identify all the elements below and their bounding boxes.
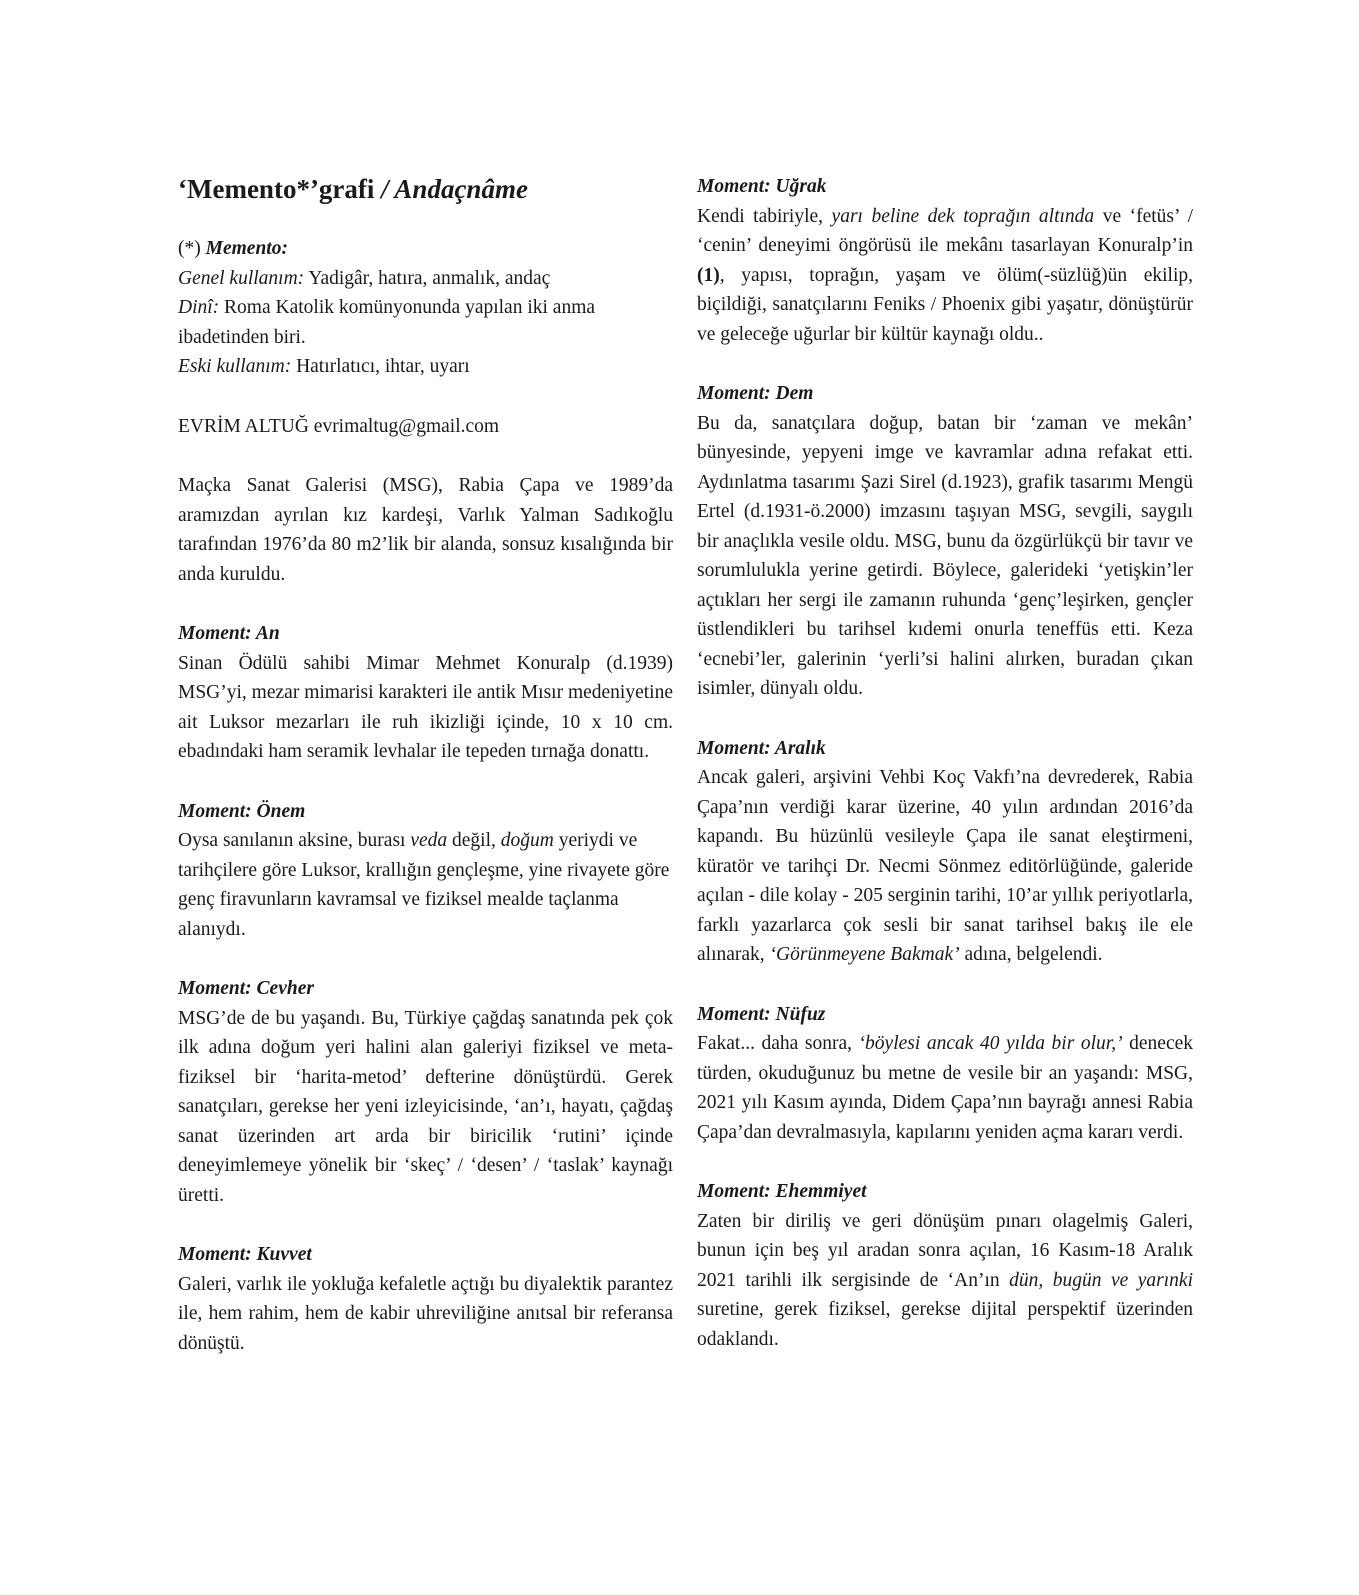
section-nufuz [697, 1000, 1193, 1148]
definition-religious [178, 293, 673, 352]
left-column [178, 172, 673, 1358]
section-heading: Moment: Ehemmiyet [697, 1181, 867, 1202]
page-title [178, 172, 673, 206]
definition-old-label: Eski kullanım: [178, 356, 292, 377]
right-column [697, 172, 1193, 1354]
text-run: adına, belgelendi. [959, 944, 1103, 965]
italic-run: veda [410, 830, 448, 851]
section-heading: Moment: Dem [697, 383, 814, 404]
title-separator: / [374, 174, 395, 204]
section-body [697, 1207, 1193, 1355]
section-heading: Moment: Kuvvet [178, 1244, 312, 1265]
definition-heading [178, 234, 673, 264]
italic-run: doğum [500, 830, 554, 851]
definition-general [178, 264, 673, 294]
footnote-ref: (1) [697, 264, 720, 286]
title-main: ‘Memento*’grafi [178, 174, 375, 204]
text-run: , yapısı, toprağın, yaşam ve ölüm(-süzlüğ)ün ekilip, biçildiği, sanatçılarını Feniks / Phoenix gibi yaşatır, dönüştürür ve geleceğe uğurlar bir kültür kaynağı oldu.. [697, 264, 1193, 345]
intro-paragraph: Maçka Sanat Galerisi (MSG), Rabia Çapa ve 1989’da aramızdan ayrılan kız kardeşi, Varlık Yalman Sadıkoğlu tarafından 1976’da 80 m2’lik bir alanda, sonsuz kısalığında bir anda kuruldu. [178, 475, 673, 585]
section-body [697, 763, 1193, 970]
definition-old [178, 352, 673, 382]
text-run: değil, [447, 830, 501, 851]
section-body: Bu da, sanatçılara doğup, batan bir ‘zaman ve mekân’ bünyesinde, yepyeni imge ve kavramlar adına refakat etti. Aydınlatma tasarımı Şazi Sirel (d.1923), grafik tasarımı Mengü Ertel (d.1931-ö.2000) imzasını taşıyan MSG, sevgili, saygılı bir anaçlıkla vesile oldu. MSG, bunu da özgürlükçü bir tavır ve sorumlulukla yerine getirdi. Böylece, galerideki ‘yetişkin’ler açtıkları her sergi ile zamanın ruhunda ‘genç’leşirken, gençler üstlendikleri bu tarihsel kıdemi onurla teneffüs etti. Keza ‘ecnebi’ler, galerinin ‘yerli’si halini alırken, buradan çıkan isimler, dünyalı oldu. [697, 412, 1193, 699]
text-run: Ancak galeri, arşivini Vehbi Koç Vakfı’na devrederek, Rabia Çapa’nın verdiği karar üzerine, 40 yılın ardından 2016’da kapandı. Bu hüzünlü vesileyle Çapa ile sanat eleştirmeni, küratör ve tarihçi Dr. Necmi Sönmez editörlüğünde, galeride açılan - dile kolay - 205 serginin tarihi, 10’ar yıllık periyotlarla, farklı yazarlarca çok sesli bir sanat tarihsel bakış ile ele alınarak, [697, 767, 1193, 965]
section-body: Sinan Ödülü sahibi Mimar Mehmet Konuralp (d.1939) MSG’yi, mezar mimarisi karakteri ile antik Mısır medeniyetine ait Luksor mezarları ile ruh ikizliği içinde, 10 x 10 cm. ebadındaki ham seramik levhalar ile tepeden tırnağa donattı. [178, 652, 673, 762]
text-run: Kendi tabiriyle, [697, 205, 832, 227]
definition-old-text: Hatırlatıcı, ihtar, uyarı [291, 356, 470, 377]
text-run: yeriydi ve tarihçilere göre Luksor, krallığın gençleşme, yine rivayete göre genç firavunların kavramsal ve fiziksel mealde taçlanma alanıydı. [178, 830, 670, 940]
italic-run: dün, bugün ve yarınki [1009, 1269, 1193, 1291]
section-body: Galeri, varlık ile yokluğa kefaletle açtığı bu diyalektik parantez ile, hem rahim, hem de kabir uhreviliğine anıtsal bir referansa dönüştü. [178, 1273, 673, 1354]
section-body: MSG’de de bu yaşandı. Bu, Türkiye çağdaş sanatında pek çok ilk adına doğum yeri halini alan galeriyi fiziksel ve meta-fiziksel bir ‘harita-metod’ defterine dönüştürdü. Gerek sanatçıları, gerekse her yeni izleyicisinde, ‘an’ı, hayatı, çağdaş sanat üzerinden art arda bir biricilik ‘rutini’ içinde deneyimlemeye yönelik bir ‘skeç’ / ‘desen’ / ‘taslak’ kaynağı üretti. [178, 1007, 673, 1206]
section-heading: Moment: Uğrak [697, 176, 827, 197]
text-run: Oysa sanılanın aksine, burası [178, 830, 411, 851]
section-heading: Moment: Aralık [697, 737, 826, 759]
section-body [697, 202, 1193, 350]
section-dem [697, 379, 1193, 704]
text-run: ve ‘fetüs’ / ‘cenin’ deneyimi öngörüsü ile mekânı tasarlayan Konuralp’in [697, 205, 1193, 256]
italic-run: ‘böylesi ancak 40 yılda bir olur,’ [858, 1033, 1123, 1054]
section-body [697, 1029, 1193, 1147]
definition-marker: (*) [178, 238, 206, 259]
section-heading: Moment: Önem [178, 800, 306, 822]
definition-term: Memento: [205, 238, 288, 259]
definition-general-text: Yadigâr, hatıra, anmalık, andaç [304, 267, 551, 289]
section-aralik [697, 734, 1193, 970]
section-an [178, 619, 673, 767]
section-heading: Moment: An [178, 623, 280, 644]
section-onem [178, 797, 673, 945]
author-byline: EVRİM ALTUĞ evrimaltug@gmail.com [178, 415, 500, 437]
definition-religious-text: Roma Katolik komünyonunda yapılan iki anma ibadetinden biri. [178, 297, 596, 348]
text-run: Fakat... daha sonra, [697, 1033, 859, 1054]
section-heading: Moment: Cevher [178, 978, 314, 999]
text-run: denecek türden, okuduğunuz bu metne de vesile bir an yaşandı: MSG, 2021 yılı Kasım ayında, Didem Çapa’nın bayrağı annesi Rabia Çapa’dan devralmasıyla, kapılarını yeniden açma kararı verdi. [697, 1033, 1194, 1143]
italic-run: ‘Görünmeyene Bakmak’ [769, 944, 960, 965]
section-body [178, 826, 673, 944]
section-kuvvet [178, 1240, 673, 1358]
section-cevher [178, 974, 673, 1210]
definition-general-label: Genel kullanım: [178, 267, 305, 289]
section-heading: Moment: Nüfuz [697, 1003, 826, 1025]
definition-religious-label: Dinî: [178, 297, 220, 318]
section-ehemmiyet [697, 1177, 1193, 1354]
text-run: Zaten bir diriliş ve geri dönüşüm pınarı olagelmiş Galeri, bunun için beş yıl aradan sonra açılan, 16 Kasım-18 Aralık 2021 tarihli ilk sergisinde de ‘An’ın [697, 1210, 1193, 1291]
title-sub: Andaçnâme [394, 174, 528, 204]
italic-run: yarı beline dek toprağın altında [831, 205, 1095, 227]
text-run: suretine, gerek fiziksel, gerekse dijital perspektif üzerinden odaklandı. [697, 1299, 1193, 1350]
section-ugrak [697, 172, 1193, 349]
